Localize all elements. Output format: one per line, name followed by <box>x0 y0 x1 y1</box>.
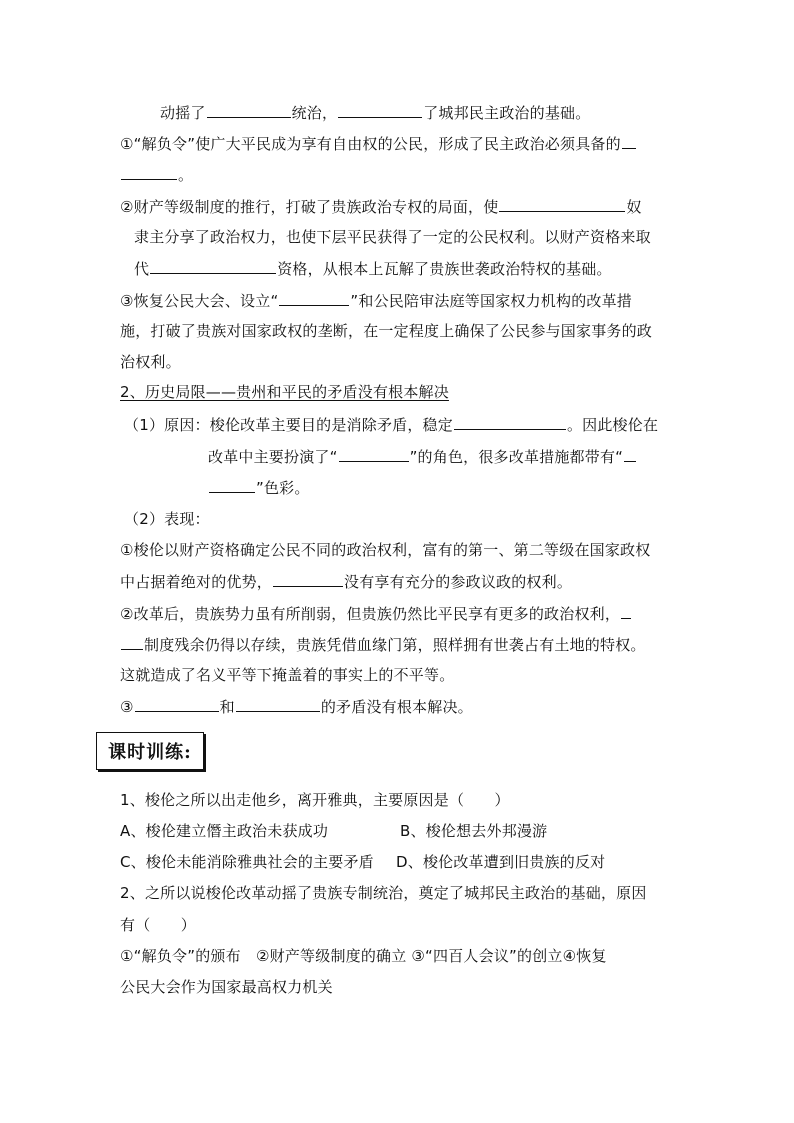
fill-blank <box>454 414 566 430</box>
text-line: 。 <box>120 164 193 185</box>
fill-blank <box>621 603 631 619</box>
question-1-options-row-1: A、梭伦建立僭主政治未获成功 B、梭伦想去外邦漫游 <box>120 822 548 840</box>
fill-blank <box>624 446 636 462</box>
section-title: 课时训练: <box>108 742 192 763</box>
text-line: ①梭伦以财产资格确定公民不同的政治权利，富有的第一、第二等级在国家政权 <box>120 541 651 559</box>
text-line: 代 资格，从根本上瓦解了贵族世袭政治特权的基础。 <box>134 260 612 278</box>
section-title-box <box>96 732 204 770</box>
section-heading: 2、历史局限——贵州和平民的矛盾没有根本解决 <box>120 383 449 401</box>
text-line: 隶主分享了政治权力，也使下层平民获得了一定的公民权利。以财产资格来取 <box>134 228 651 246</box>
fill-blank <box>121 634 143 650</box>
text-line: ②改革后，贵族势力虽有所削弱，但贵族仍然比平民享有更多的政治权利， <box>120 603 632 624</box>
fill-blank <box>338 102 422 118</box>
fill-blank <box>236 696 320 712</box>
text-line: （2）表现： <box>124 510 210 528</box>
question-1-options-row-2: C、梭伦未能消除雅典社会的主要矛盾 D、梭伦改革遭到旧贵族的反对 <box>120 853 606 871</box>
question-1: 1、梭伦之所以出走他乡，离开雅典，主要原因是（ ） <box>120 791 510 809</box>
question-2-options: ①“解负令”的颁布 ②财产等级制度的确立 ③“四百人会议”的创立④恢复 <box>120 947 607 965</box>
text-line: ②财产等级制度的推行，打破了贵族政治专权的局面，使 奴 <box>120 198 642 216</box>
text-line: ”色彩。 <box>208 477 310 498</box>
text-line: ③恢复公民大会、设立“ ”和公民陪审法庭等国家权力机构的改革措 <box>120 292 632 310</box>
fill-blank <box>273 571 343 587</box>
text-line: 中占据着绝对的优势， 没有享有充分的参政议政的权利。 <box>120 573 573 591</box>
question-2: 2、之所以说梭伦改革动摇了贵族专制统治，奠定了城邦民主政治的基础，原因 <box>120 884 647 902</box>
text-line: ①“解负令”使广大平民成为享有自由权的公民，形成了民主政治必须具备的 <box>120 133 637 154</box>
fill-blank <box>279 290 349 306</box>
fill-blank <box>499 196 625 212</box>
text-line: ③ 和 的矛盾没有根本解决。 <box>120 698 473 716</box>
fill-blank <box>150 258 276 274</box>
fill-blank <box>121 164 177 180</box>
question-2-continued: 有（ ） <box>120 916 197 934</box>
text-line: 改革中主要扮演了“ ”的角色，很多改革措施都带有“ <box>208 446 637 467</box>
fill-blank <box>207 102 291 118</box>
fill-blank <box>135 696 219 712</box>
text-line: 这就造成了名义平等下掩盖着的事实上的不平等。 <box>120 666 455 684</box>
fill-blank <box>622 133 636 149</box>
text-line: 施，打破了贵族对国家政权的垄断，在一定程度上确保了公民参与国家事务的政 <box>120 322 653 340</box>
text-line: （1）原因：梭伦改革主要目的是消除矛盾，稳定 。因此梭伦在 <box>124 416 659 434</box>
fill-blank <box>209 477 255 493</box>
text-line: 治权利。 <box>120 353 181 371</box>
text-line: 动摇了 统治， 了城邦民主政治的基础。 <box>160 104 591 122</box>
text-line: 制度残余仍得以存续，贵族凭借血缘门第，照样拥有世袭占有土地的特权。 <box>120 634 646 655</box>
question-2-options-continued: 公民大会作为国家最高权力机关 <box>120 978 333 996</box>
fill-blank <box>339 446 409 462</box>
